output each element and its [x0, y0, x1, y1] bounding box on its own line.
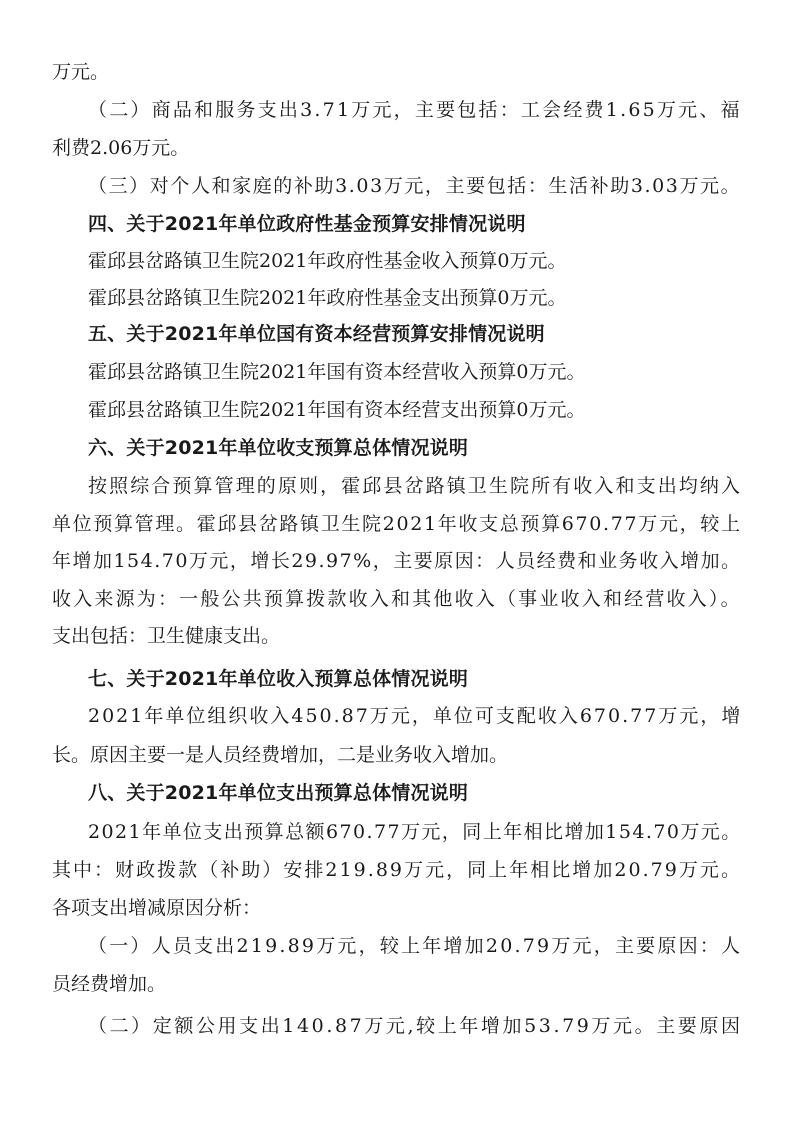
paragraph-line: 支出包括：卫生健康支出。 [52, 625, 281, 647]
paragraph-line: 2021年单位支出预算总额670.77万元，同上年相比增加154.70万元。 [88, 821, 742, 843]
paragraph-line: 霍邱县岔路镇卫生院2021年国有资本经营收入预算0万元。 [88, 361, 586, 383]
paragraph-line: 万元。 [52, 61, 110, 83]
paragraph-line: 霍邱县岔路镇卫生院2021年政府性基金收入预算0万元。 [88, 250, 567, 272]
section-heading: 七、关于2021年单位收入预算总体情况说明 [88, 668, 469, 690]
paragraph-line: 霍邱县岔路镇卫生院2021年政府性基金支出预算0万元。 [88, 287, 567, 309]
paragraph-line: 员经费增加。 [52, 973, 167, 995]
section-heading: 四、关于2021年单位政府性基金预算安排情况说明 [88, 213, 526, 235]
paragraph-line: 年增加154.70万元，增长29.97%，主要原因：人员经费和业务收入增加。 [52, 550, 742, 572]
section-heading: 六、关于2021年单位收支预算总体情况说明 [88, 437, 469, 459]
paragraph-line: （一）人员支出219.89万元，较上年增加20.79万元，主要原因：人 [88, 935, 743, 957]
paragraph-line: 长。原因主要一是人员经费增加，二是业务收入增加。 [52, 744, 509, 766]
paragraph-line: （二）商品和服务支出3.71万元，主要包括：工会经费1.65万元、福 [88, 99, 742, 121]
section-heading: 五、关于2021年单位国有资本经营预算安排情况说明 [88, 323, 545, 345]
section-heading: 八、关于2021年单位支出预算总体情况说明 [88, 782, 469, 804]
paragraph-line: 各项支出增减原因分析： [52, 897, 262, 919]
paragraph-line: 收入来源为：一般公共预算拨款收入和其他收入（事业收入和经营收入）。 [52, 588, 742, 610]
paragraph-line: 单位预算管理。霍邱县岔路镇卫生院2021年收支总预算670.77万元，较上 [52, 513, 742, 535]
paragraph-line: 其中：财政拨款（补助）安排219.89万元，同上年相比增加20.79万元。 [52, 859, 742, 881]
paragraph-line: （二）定额公用支出140.87万元,较上年增加53.79万元。主要原因 [88, 1015, 743, 1037]
paragraph-line: 按照综合预算管理的原则，霍邱县岔路镇卫生院所有收入和支出均纳入 [88, 475, 743, 497]
paragraph-line: （三）对个人和家庭的补助3.03万元，主要包括：生活补助3.03万元。 [88, 175, 742, 197]
paragraph-line: 利费2.06万元。 [52, 137, 190, 159]
paragraph-line: 霍邱县岔路镇卫生院2021年国有资本经营支出预算0万元。 [88, 399, 586, 421]
paragraph-line: 2021年单位组织收入450.87万元，单位可支配收入670.77万元，增 [88, 705, 743, 727]
